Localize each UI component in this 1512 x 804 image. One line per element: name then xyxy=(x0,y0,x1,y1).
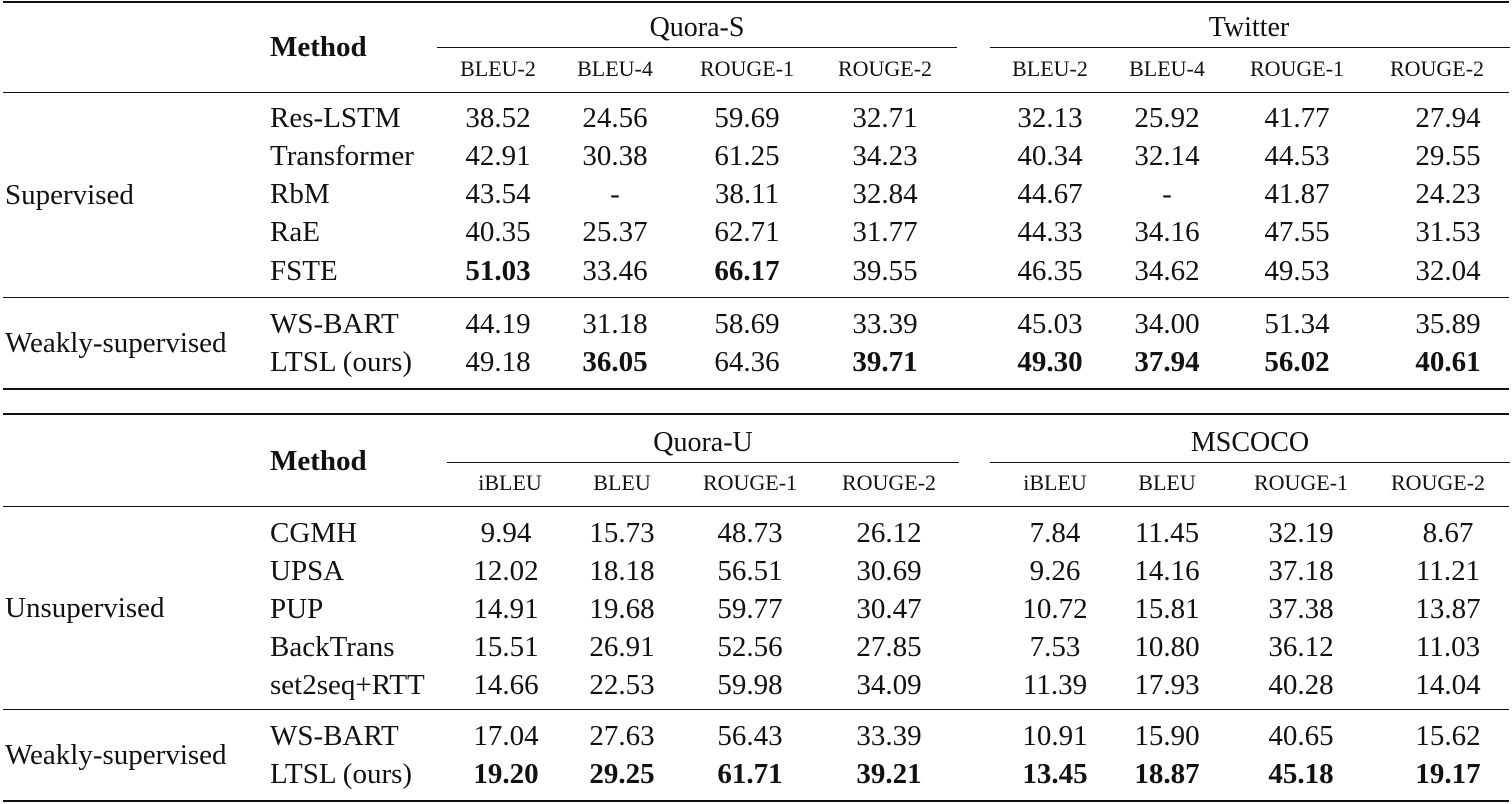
table-cell: 32.13 xyxy=(1017,102,1083,134)
table-cell: 11.03 xyxy=(1415,631,1481,663)
method-name: RaE xyxy=(270,216,320,248)
group-rule-mscoco xyxy=(990,462,1510,463)
table-cell: 12.02 xyxy=(473,555,539,587)
table-cell: 39.55 xyxy=(852,255,918,287)
table-cell: 29.55 xyxy=(1415,140,1481,172)
table-cell: 18.18 xyxy=(589,555,655,587)
table-cell: 32.19 xyxy=(1268,517,1334,549)
table-cell: 39.21 xyxy=(856,758,922,790)
group-rule-quora-s xyxy=(437,47,957,48)
table-cell: 41.77 xyxy=(1264,102,1330,134)
table-cell: 25.37 xyxy=(582,216,648,248)
method-name: BackTrans xyxy=(270,631,395,663)
metric-header: ROUGE-1 xyxy=(1249,56,1345,81)
metric-header: ROUGE-1 xyxy=(1253,470,1349,495)
method-name: UPSA xyxy=(270,555,345,587)
group-rule-twitter xyxy=(990,47,1510,48)
table-cell: 19.17 xyxy=(1415,758,1481,790)
table-cell: 8.67 xyxy=(1422,517,1474,549)
table-cell: 66.17 xyxy=(714,255,780,287)
table-cell: 26.12 xyxy=(856,517,922,549)
table-cell: 19.20 xyxy=(473,758,539,790)
metric-header: iBLEU xyxy=(478,470,542,495)
metric-header: ROUGE-2 xyxy=(841,470,937,495)
metric-header: BLEU-4 xyxy=(1129,56,1205,81)
table-cell: 31.53 xyxy=(1415,216,1481,248)
table-cell: 34.00 xyxy=(1134,308,1200,340)
table-cell: 40.65 xyxy=(1268,720,1334,752)
table-cell: - xyxy=(610,178,620,210)
table-cell: 31.77 xyxy=(852,216,918,248)
method-name: RbM xyxy=(270,178,330,210)
table-cell: 10.72 xyxy=(1022,593,1088,625)
method-name: Res-LSTM xyxy=(270,102,401,134)
group-header-twitter: Twitter xyxy=(1208,12,1290,43)
table-cell: 15.62 xyxy=(1415,720,1481,752)
table-cell: 52.56 xyxy=(717,631,783,663)
method-name: WS-BART xyxy=(270,720,399,752)
table-cell: 56.02 xyxy=(1264,346,1330,378)
table-cell: 40.35 xyxy=(465,216,531,248)
method-header: Method xyxy=(270,445,367,477)
table-cell: 10.80 xyxy=(1134,631,1200,663)
table-cell: 13.87 xyxy=(1415,593,1481,625)
table-cell: 27.85 xyxy=(856,631,922,663)
table-cell: 25.92 xyxy=(1134,102,1200,134)
table-cell: 37.38 xyxy=(1268,593,1334,625)
table-cell: 15.90 xyxy=(1134,720,1200,752)
table-cell: 34.62 xyxy=(1134,255,1200,287)
bottom-rule xyxy=(3,388,1509,390)
table-cell: 30.47 xyxy=(856,593,922,625)
table-cell: 64.36 xyxy=(714,346,780,378)
table-cell: 15.81 xyxy=(1134,593,1200,625)
table-cell: 49.30 xyxy=(1017,346,1083,378)
table-cell: 14.04 xyxy=(1415,669,1481,701)
method-name: CGMH xyxy=(270,517,358,549)
table-cell: 27.63 xyxy=(589,720,655,752)
table-cell: 18.87 xyxy=(1134,758,1200,790)
group-header-quora-u: Quora-U xyxy=(653,427,753,458)
table-cell: 14.16 xyxy=(1134,555,1200,587)
table-cell: 11.39 xyxy=(1022,669,1088,701)
table-cell: 40.61 xyxy=(1415,346,1481,378)
top-rule xyxy=(3,1,1509,3)
metric-header: ROUGE-2 xyxy=(1389,56,1485,81)
table-cell: 41.87 xyxy=(1264,178,1330,210)
table-cell: 48.73 xyxy=(717,517,783,549)
table-cell: 32.84 xyxy=(852,178,918,210)
metric-header: BLEU xyxy=(593,470,651,495)
section-rule xyxy=(3,709,1509,710)
table-cell: 15.51 xyxy=(473,631,539,663)
table-cell: 19.68 xyxy=(589,593,655,625)
section-rule xyxy=(3,297,1509,298)
top-rule xyxy=(3,413,1509,415)
table-cell: 7.84 xyxy=(1029,517,1081,549)
table-cell: 11.21 xyxy=(1415,555,1481,587)
table-cell: 32.14 xyxy=(1134,140,1200,172)
table-cell: 37.18 xyxy=(1268,555,1334,587)
table-cell: 14.91 xyxy=(473,593,539,625)
table-cell: 51.03 xyxy=(465,255,531,287)
table-cell: 35.89 xyxy=(1415,308,1481,340)
header-rule xyxy=(3,506,1509,507)
category-label-weakly-supervised: Weakly-supervised xyxy=(5,739,227,771)
table-cell: 44.53 xyxy=(1264,140,1330,172)
table-cell: 59.77 xyxy=(717,593,783,625)
header-rule xyxy=(3,92,1509,93)
metric-header: BLEU xyxy=(1138,470,1196,495)
table-cell: 14.66 xyxy=(473,669,539,701)
table-cell: 59.98 xyxy=(717,669,783,701)
table-cell: 61.71 xyxy=(717,758,783,790)
table-cell: 32.71 xyxy=(852,102,918,134)
table-cell: 40.28 xyxy=(1268,669,1334,701)
table-cell: 34.09 xyxy=(856,669,922,701)
table-cell: 34.16 xyxy=(1134,216,1200,248)
table-cell: 61.25 xyxy=(714,140,780,172)
table-cell: 43.54 xyxy=(465,178,531,210)
table-cell: 39.71 xyxy=(852,346,918,378)
table-cell: 49.18 xyxy=(465,346,531,378)
method-header: Method xyxy=(270,31,367,63)
table-cell: 17.93 xyxy=(1134,669,1200,701)
table-cell: 13.45 xyxy=(1022,758,1088,790)
table-cell: 62.71 xyxy=(714,216,780,248)
table-cell: 44.19 xyxy=(465,308,531,340)
metric-header: ROUGE-2 xyxy=(837,56,933,81)
table-cell: 10.91 xyxy=(1022,720,1088,752)
group-rule-quora-u xyxy=(447,462,959,463)
table-cell: 38.52 xyxy=(465,102,531,134)
method-name: LTSL (ours) xyxy=(270,346,413,378)
method-name: FSTE xyxy=(270,255,338,287)
table-cell: 7.53 xyxy=(1029,631,1081,663)
group-header-quora-s: Quora-S xyxy=(649,12,745,43)
method-name: LTSL (ours) xyxy=(270,758,413,790)
table-cell: 45.03 xyxy=(1017,308,1083,340)
table-cell: 27.94 xyxy=(1415,102,1481,134)
table-cell: 33.46 xyxy=(582,255,648,287)
table-cell: 42.91 xyxy=(465,140,531,172)
metric-header: ROUGE-2 xyxy=(1390,470,1486,495)
table-cell: 49.53 xyxy=(1264,255,1330,287)
table-cell: 56.51 xyxy=(717,555,783,587)
table-cell: 9.26 xyxy=(1029,555,1081,587)
table-cell: 59.69 xyxy=(714,102,780,134)
table-cell: 34.23 xyxy=(852,140,918,172)
table-cell: 30.38 xyxy=(582,140,648,172)
table-cell: 24.56 xyxy=(582,102,648,134)
table-cell: 36.05 xyxy=(582,346,648,378)
metric-header: BLEU-2 xyxy=(1012,56,1088,81)
table-cell: 15.73 xyxy=(589,517,655,549)
table-cell: 11.45 xyxy=(1134,517,1200,549)
table-cell: 30.69 xyxy=(856,555,922,587)
table-cell: 9.94 xyxy=(480,517,532,549)
table-cell: 44.33 xyxy=(1017,216,1083,248)
table-cell: 47.55 xyxy=(1264,216,1330,248)
table-cell: 29.25 xyxy=(589,758,655,790)
category-label-unsupervised: Unsupervised xyxy=(5,592,165,624)
table-cell: 26.91 xyxy=(589,631,655,663)
table-cell: - xyxy=(1162,178,1172,210)
metric-header: ROUGE-1 xyxy=(699,56,795,81)
table-cell: 56.43 xyxy=(717,720,783,752)
method-name: set2seq+RTT xyxy=(270,669,425,701)
method-name: Transformer xyxy=(270,140,414,172)
method-name: PUP xyxy=(270,593,324,625)
table-cell: 37.94 xyxy=(1134,346,1200,378)
table-cell: 44.67 xyxy=(1017,178,1083,210)
group-header-mscoco: MSCOCO xyxy=(1190,427,1310,458)
bottom-rule xyxy=(3,800,1509,802)
table-cell: 45.18 xyxy=(1268,758,1334,790)
metric-header: iBLEU xyxy=(1023,470,1087,495)
table-cell: 33.39 xyxy=(856,720,922,752)
table-cell: 51.34 xyxy=(1264,308,1330,340)
table-cell: 46.35 xyxy=(1017,255,1083,287)
table-cell: 22.53 xyxy=(589,669,655,701)
method-name: WS-BART xyxy=(270,308,399,340)
table-cell: 33.39 xyxy=(852,308,918,340)
table-cell: 36.12 xyxy=(1268,631,1334,663)
category-label-weakly-supervised: Weakly-supervised xyxy=(5,327,227,359)
table-cell: 32.04 xyxy=(1415,255,1481,287)
table-cell: 17.04 xyxy=(473,720,539,752)
table-cell: 31.18 xyxy=(582,308,648,340)
metric-header: ROUGE-1 xyxy=(702,470,798,495)
table-cell: 38.11 xyxy=(714,178,780,210)
table-cell: 40.34 xyxy=(1017,140,1083,172)
table-cell: 58.69 xyxy=(714,308,780,340)
metric-header: BLEU-2 xyxy=(460,56,536,81)
category-label-supervised: Supervised xyxy=(5,179,134,211)
table-cell: 24.23 xyxy=(1415,178,1481,210)
metric-header: BLEU-4 xyxy=(577,56,653,81)
